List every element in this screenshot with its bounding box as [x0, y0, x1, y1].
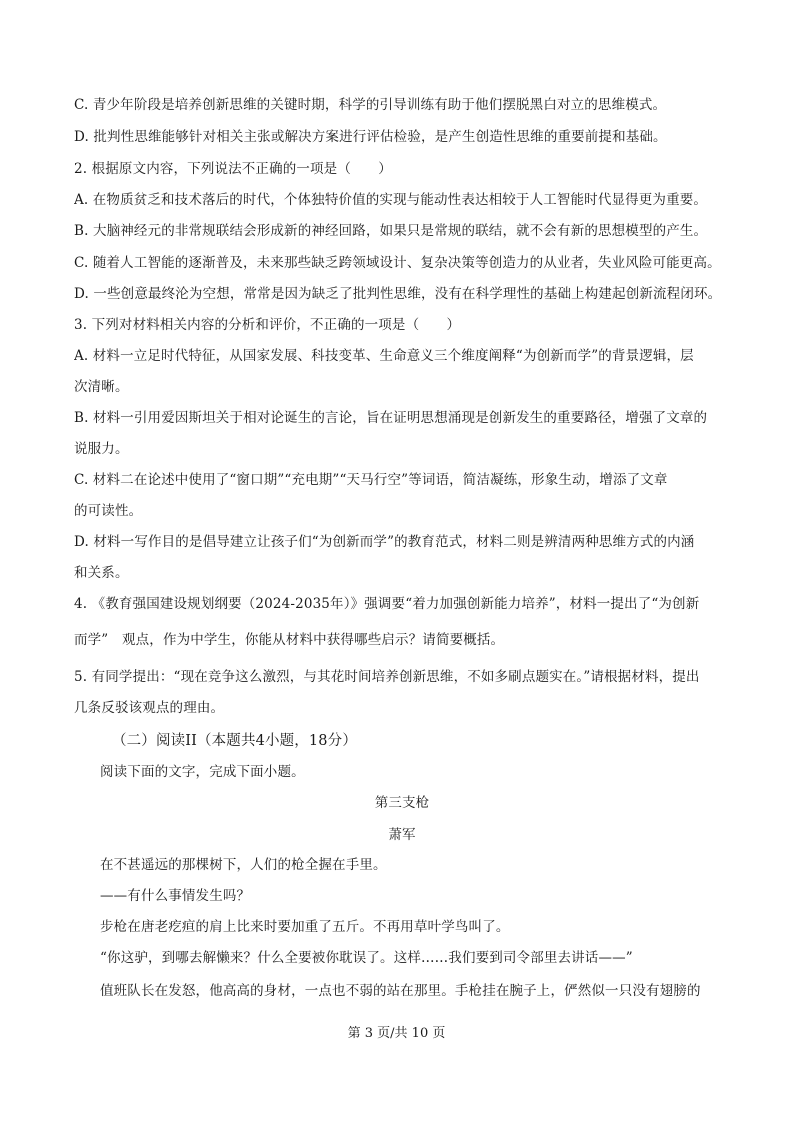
- option-b-q3: B. 材料一引用爱因斯坦关于相对论诞生的言论，旨在证明思想涌现是创新发生的重要路径，增强了文章的: [74, 410, 708, 426]
- story-title: 第三支枪: [374, 795, 430, 811]
- story-paragraph-1: 在不甚遥远的那棵树下，人们的枪全握在手里。: [100, 857, 387, 873]
- option-a-q2: A. 在物质贫乏和技术落后的时代，个体独特价值的实现与能动性表达相较于人工智能时代显得更为重要。: [74, 192, 708, 208]
- story-paragraph-2: ——有什么事情发生吗？: [100, 888, 251, 904]
- page-number: 第 3 页/共 10 页: [347, 1026, 446, 1041]
- story-author: 萧军: [388, 827, 416, 843]
- option-a-q3-cont: 次清晰。: [74, 379, 129, 395]
- option-c-q1: C. 青少年阶段是培养创新思维的关键时期，科学的引导训练有助于他们摆脱黑白对立的思维模式。: [74, 97, 667, 113]
- option-b-q3-cont: 说服力。: [74, 441, 129, 457]
- story-paragraph-5: 值班队长在发怒，他高高的身材，一点也不弱的站在那里。手枪挂在腕子上，俨然似一只没有翅膀的: [100, 983, 701, 999]
- section-title: （二）阅读II（本题共4小题，18分）: [112, 733, 357, 749]
- reading-instruction: 阅读下面的文字，完成下面小题。: [100, 764, 305, 780]
- option-c-q3: C. 材料二在论述中使用了“窗口期”“充电期”“天马行空”等词语，简洁凝练，形象生动，增添了文章: [74, 472, 668, 488]
- question-4-cont: 而学” 观点，作为中学生，你能从材料中获得哪些启示？请简要概括。: [74, 632, 505, 648]
- option-d-q3: D. 材料一写作目的是倡导建立让孩子们“为创新而学”的教育范式，材料二则是辨清两种思维方式的内涵: [74, 534, 695, 550]
- option-c-q3-cont: 的可读性。: [74, 503, 143, 519]
- option-d-q3-cont: 和关系。: [74, 565, 129, 581]
- story-paragraph-4: “你这驴，到哪去解懒来？什么全要被你耽误了。这样……我们要到司令部里去讲话——”: [100, 950, 633, 966]
- question-3: 3. 下列对材料相关内容的分析和评价，不正确的一项是（ ）: [74, 317, 461, 333]
- option-d-q1: D. 批判性思维能够针对相关主张或解决方案进行评估检验，是产生创造性思维的重要前提和基础。: [74, 129, 667, 145]
- option-a-q3: A. 材料一立足时代特征，从国家发展、科技变革、生命意义三个维度阐释“为创新而学”的背景逻辑，层: [74, 348, 694, 364]
- question-5-cont: 几条反驳该观点的理由。: [74, 700, 225, 716]
- story-paragraph-3: 步枪在唐老疙疸的肩上比来时要加重了五斤。不再用草叶学鸟叫了。: [100, 919, 510, 935]
- question-4: 4. 《教育强国建设规划纲要（2024-2035年）》强调要“着力加强创新能力培养”，材料一提出了“为创新: [74, 596, 700, 612]
- option-c-q2: C. 随着人工智能的逐渐普及，未来那些缺乏跨领域设计、复杂决策等创造力的从业者，失业风险可能更高。: [74, 255, 721, 271]
- option-b-q2: B. 大脑神经元的非常规联结会形成新的神经回路，如果只是常规的联结，就不会有新的思想模型的产生。: [74, 223, 708, 239]
- question-2: 2. 根据原文内容，下列说法不正确的一项是（ ）: [74, 161, 392, 177]
- question-5: 5. 有同学提出：“现在竞争这么激烈，与其花时间培养创新思维，不如多刷点题实在。”请根据材料，提出: [74, 669, 700, 685]
- option-d-q2: D. 一些创意最终沦为空想，常常是因为缺乏了批判性思维，没有在科学理性的基础上构建起创新流程闭环。: [74, 286, 722, 302]
